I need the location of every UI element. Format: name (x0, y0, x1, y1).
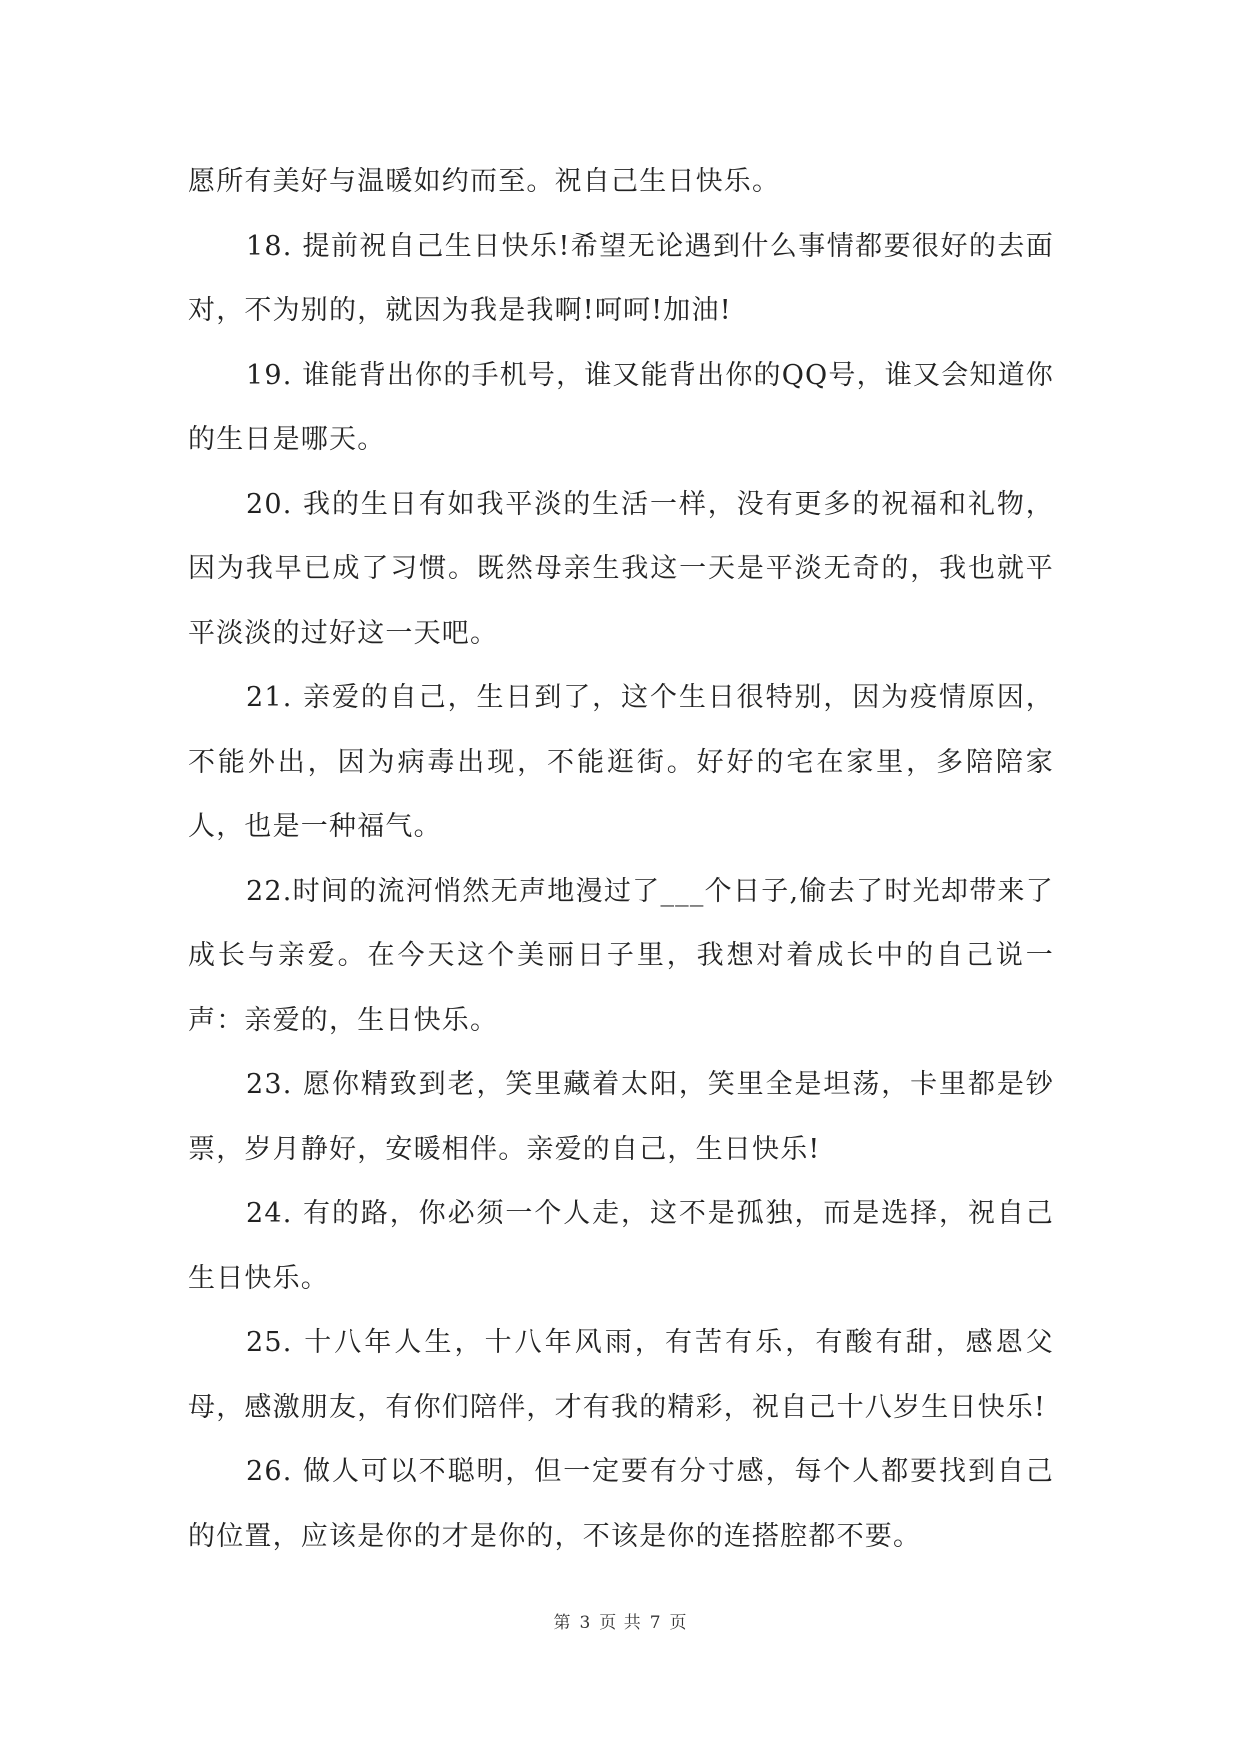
paragraph-item-23: 23. 愿你精致到老，笑里藏着太阳，笑里全是坦荡，卡里都是钞票，岁月静好，安暖相伴。亲爱的自己，生日快乐! (188, 1069, 1054, 1165)
footer-prefix: 第 (553, 1613, 572, 1633)
footer-total-pages: 7 (649, 1613, 662, 1633)
document-body (188, 150, 1054, 1569)
paragraph-item-21: 21. 亲爱的自己，生日到了，这个生日很特别，因为疫情原因，不能外出，因为病毒出现，不能逛街。好好的宅在家里，多陪陪家人，也是一种福气。 (188, 682, 1054, 842)
footer-middle: 页 共 (599, 1613, 642, 1633)
paragraph-item-20: 20. 我的生日有如我平淡的生活一样，没有更多的祝福和礼物，因为我早已成了习惯。既然母亲生我这一天是平淡无奇的，我也就平平淡淡的过好这一天吧。 (188, 488, 1054, 649)
footer-current-page: 3 (579, 1613, 592, 1633)
paragraph-item-24: 24. 有的路，你必须一个人走，这不是孤独，而是选择，祝自己生日快乐。 (188, 1198, 1054, 1294)
paragraph-continuation: 愿所有美好与温暖如约而至。祝自己生日快乐。 (188, 166, 781, 197)
paragraph-item-26: 26. 做人可以不聪明，但一定要有分寸感，每个人都要找到自己的位置，应该是你的才是你的，不该是你的连搭腔都不要。 (188, 1456, 1054, 1552)
page-footer (0, 1608, 1241, 1633)
paragraph-item-22: 22.时间的流河悄然无声地漫过了___个日子,偷去了时光却带来了成长与亲爱。在今天这个美丽日子里，我想对着成长中的自己说一声：亲爱的，生日快乐。 (188, 875, 1054, 1036)
paragraph-item-19: 19. 谁能背出你的手机号，谁又能背出你的QQ号，谁又会知道你的生日是哪天。 (188, 359, 1054, 455)
paragraph-item-25: 25. 十八年人生，十八年风雨，有苦有乐，有酸有甜，感恩父母，感激朋友，有你们陪伴，才有我的精彩，祝自己十八岁生日快乐! (188, 1327, 1054, 1423)
paragraph-item-18: 18. 提前祝自己生日快乐!希望无论遇到什么事情都要很好的去面对，不为别的，就因为我是我啊!呵呵!加油! (188, 230, 1054, 326)
footer-suffix: 页 (669, 1613, 688, 1633)
